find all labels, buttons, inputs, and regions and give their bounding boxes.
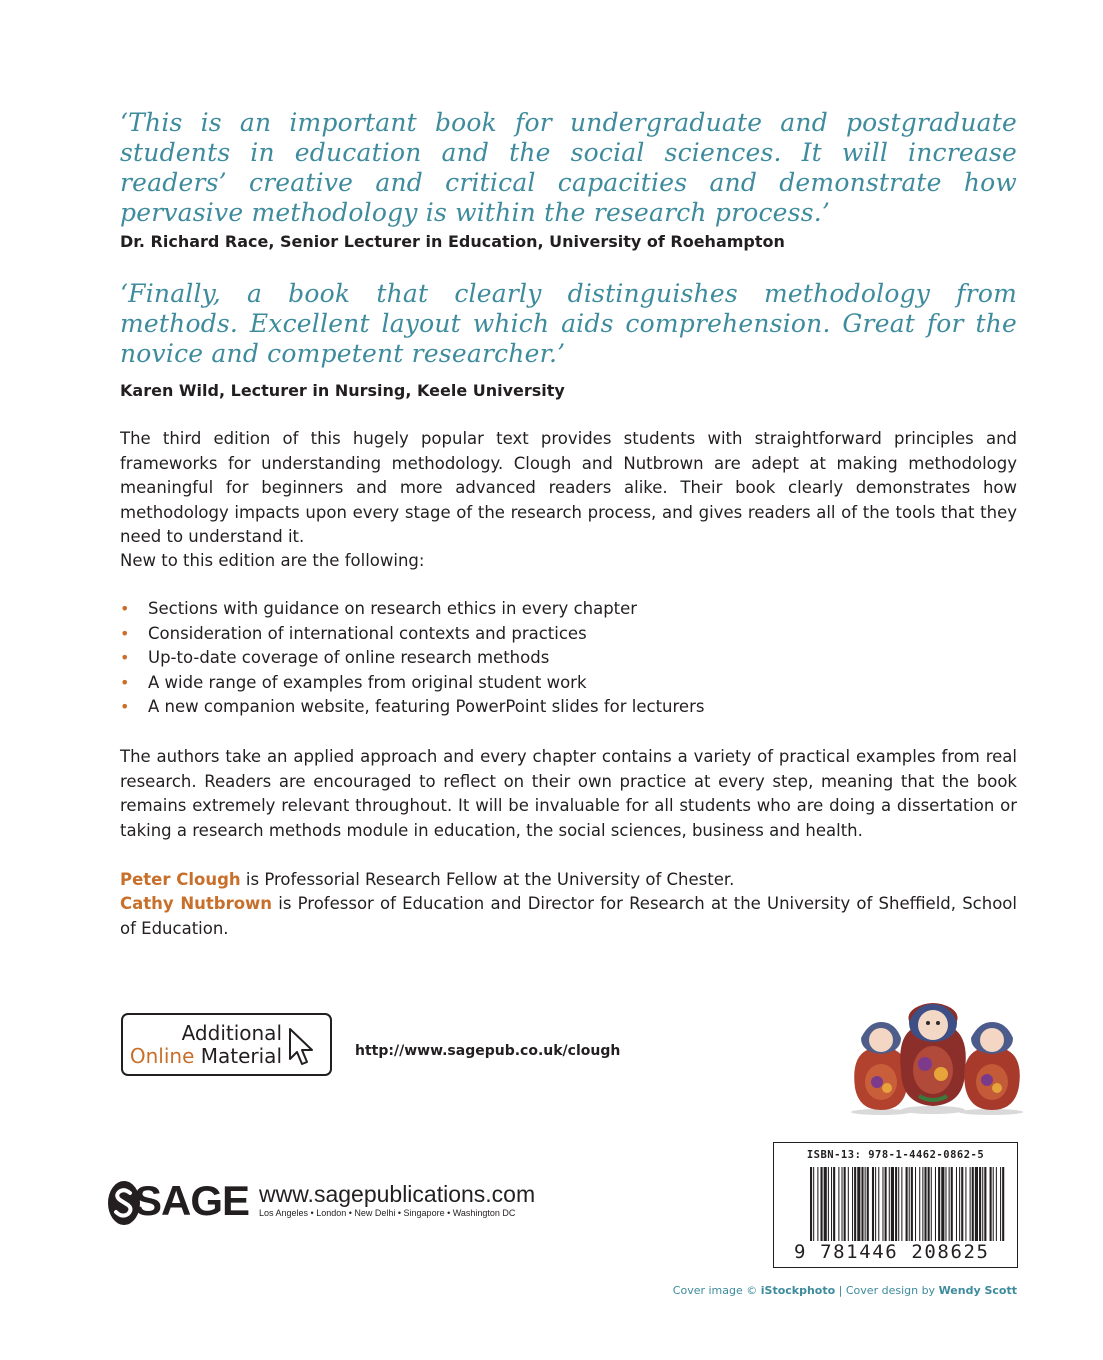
list-item: • Up-to-date coverage of online research methods: [120, 646, 704, 671]
designer-name: Wendy Scott: [938, 1284, 1017, 1297]
online-material-label: Additional: [181, 1021, 282, 1045]
cursor-pointer-icon: [288, 1027, 316, 1067]
matryoshka-dolls-image: [845, 1000, 1025, 1118]
barcode-bars: [810, 1167, 1006, 1241]
publisher-cities: Los Angeles • London • New Delhi • Singapore • Washington DC: [259, 1208, 516, 1218]
bullet-icon: •: [120, 672, 130, 692]
list-item: • A wide range of examples from original student work: [120, 671, 704, 696]
new-features-list: [120, 597, 704, 720]
sage-logo-text: SAGE: [134, 1177, 250, 1224]
new-edition-intro: New to this edition are the following:: [120, 551, 425, 570]
author-name: Cathy Nutbrown: [120, 894, 273, 913]
list-item: • A new companion website, featuring PowerPoint slides for lecturers: [120, 695, 704, 720]
bullet-icon: •: [120, 648, 130, 668]
review-quote-2: ‘Finally, a book that clearly distinguishes methodology from methods. Excellent layout which aids comprehension. Great for the novice and competent researcher.’: [120, 279, 1017, 368]
approach-paragraph: The authors take an applied approach and every chapter contains a variety of practical examples from real research. Readers are encouraged to reflect on their own practice at every step, meaning that the book remains extremely relevant throughout. It will be invaluable for all students who are doing a dissertation or taking a research methods module in education, the social sciences, business and health.: [120, 747, 1017, 840]
review-attribution-2: Karen Wild, Lecturer in Nursing, Keele University: [120, 381, 565, 400]
online-material-label-2: Online Material: [129, 1044, 282, 1068]
isbn-barcode: [773, 1142, 1018, 1268]
review-quote-1: ‘This is an important book for undergraduate and postgraduate students in education and the social sciences. It will increase readers’ creative and critical capacities and demonstrate how pervasive methodology is within the research process.’: [120, 108, 1017, 227]
bullet-icon: •: [120, 623, 130, 643]
cover-credits: Cover image © iStockphoto | Cover design by Wendy Scott: [672, 1284, 1017, 1297]
bullet-icon: •: [120, 697, 130, 717]
isbn-label: ISBN-13: 978-1-4462-0862-5: [806, 1149, 985, 1161]
book-description: The third edition of this hugely popular text provides students with straightforward principles and frameworks for understanding methodology. Clough and Nutbrown are adept at making methodology meaningful for beginners and more advanced readers alike. Their book clearly demonstrates how methodology impacts upon every stage of the research process, and gives readers all of the tools that they need to understand it.: [120, 429, 1017, 547]
author-bio-1: Peter Clough is Professorial Research Fellow at the University of Chester.: [120, 870, 735, 889]
bullet-icon: •: [120, 599, 130, 618]
publisher-website[interactable]: www.sagepublications.com: [259, 1181, 536, 1207]
ean-digits: 9 781446 208625: [794, 1241, 990, 1263]
list-item: • Consideration of international contexts and practices: [120, 622, 704, 647]
online-material-badge[interactable]: [121, 1013, 332, 1076]
review-attribution-1: Dr. Richard Race, Senior Lecturer in Education, University of Roehampton: [120, 232, 785, 251]
image-source: iStockphoto: [760, 1284, 836, 1297]
author-name: Peter Clough: [120, 870, 241, 889]
list-item: • Sections with guidance on research ethics in every chapter: [120, 597, 704, 622]
companion-website-link[interactable]: http://www.sagepub.co.uk/clough: [355, 1043, 621, 1059]
author-bio-2: Cathy Nutbrown is Professor of Education and Director for Research at the University of Sheffield, School of Education.: [120, 894, 1017, 938]
